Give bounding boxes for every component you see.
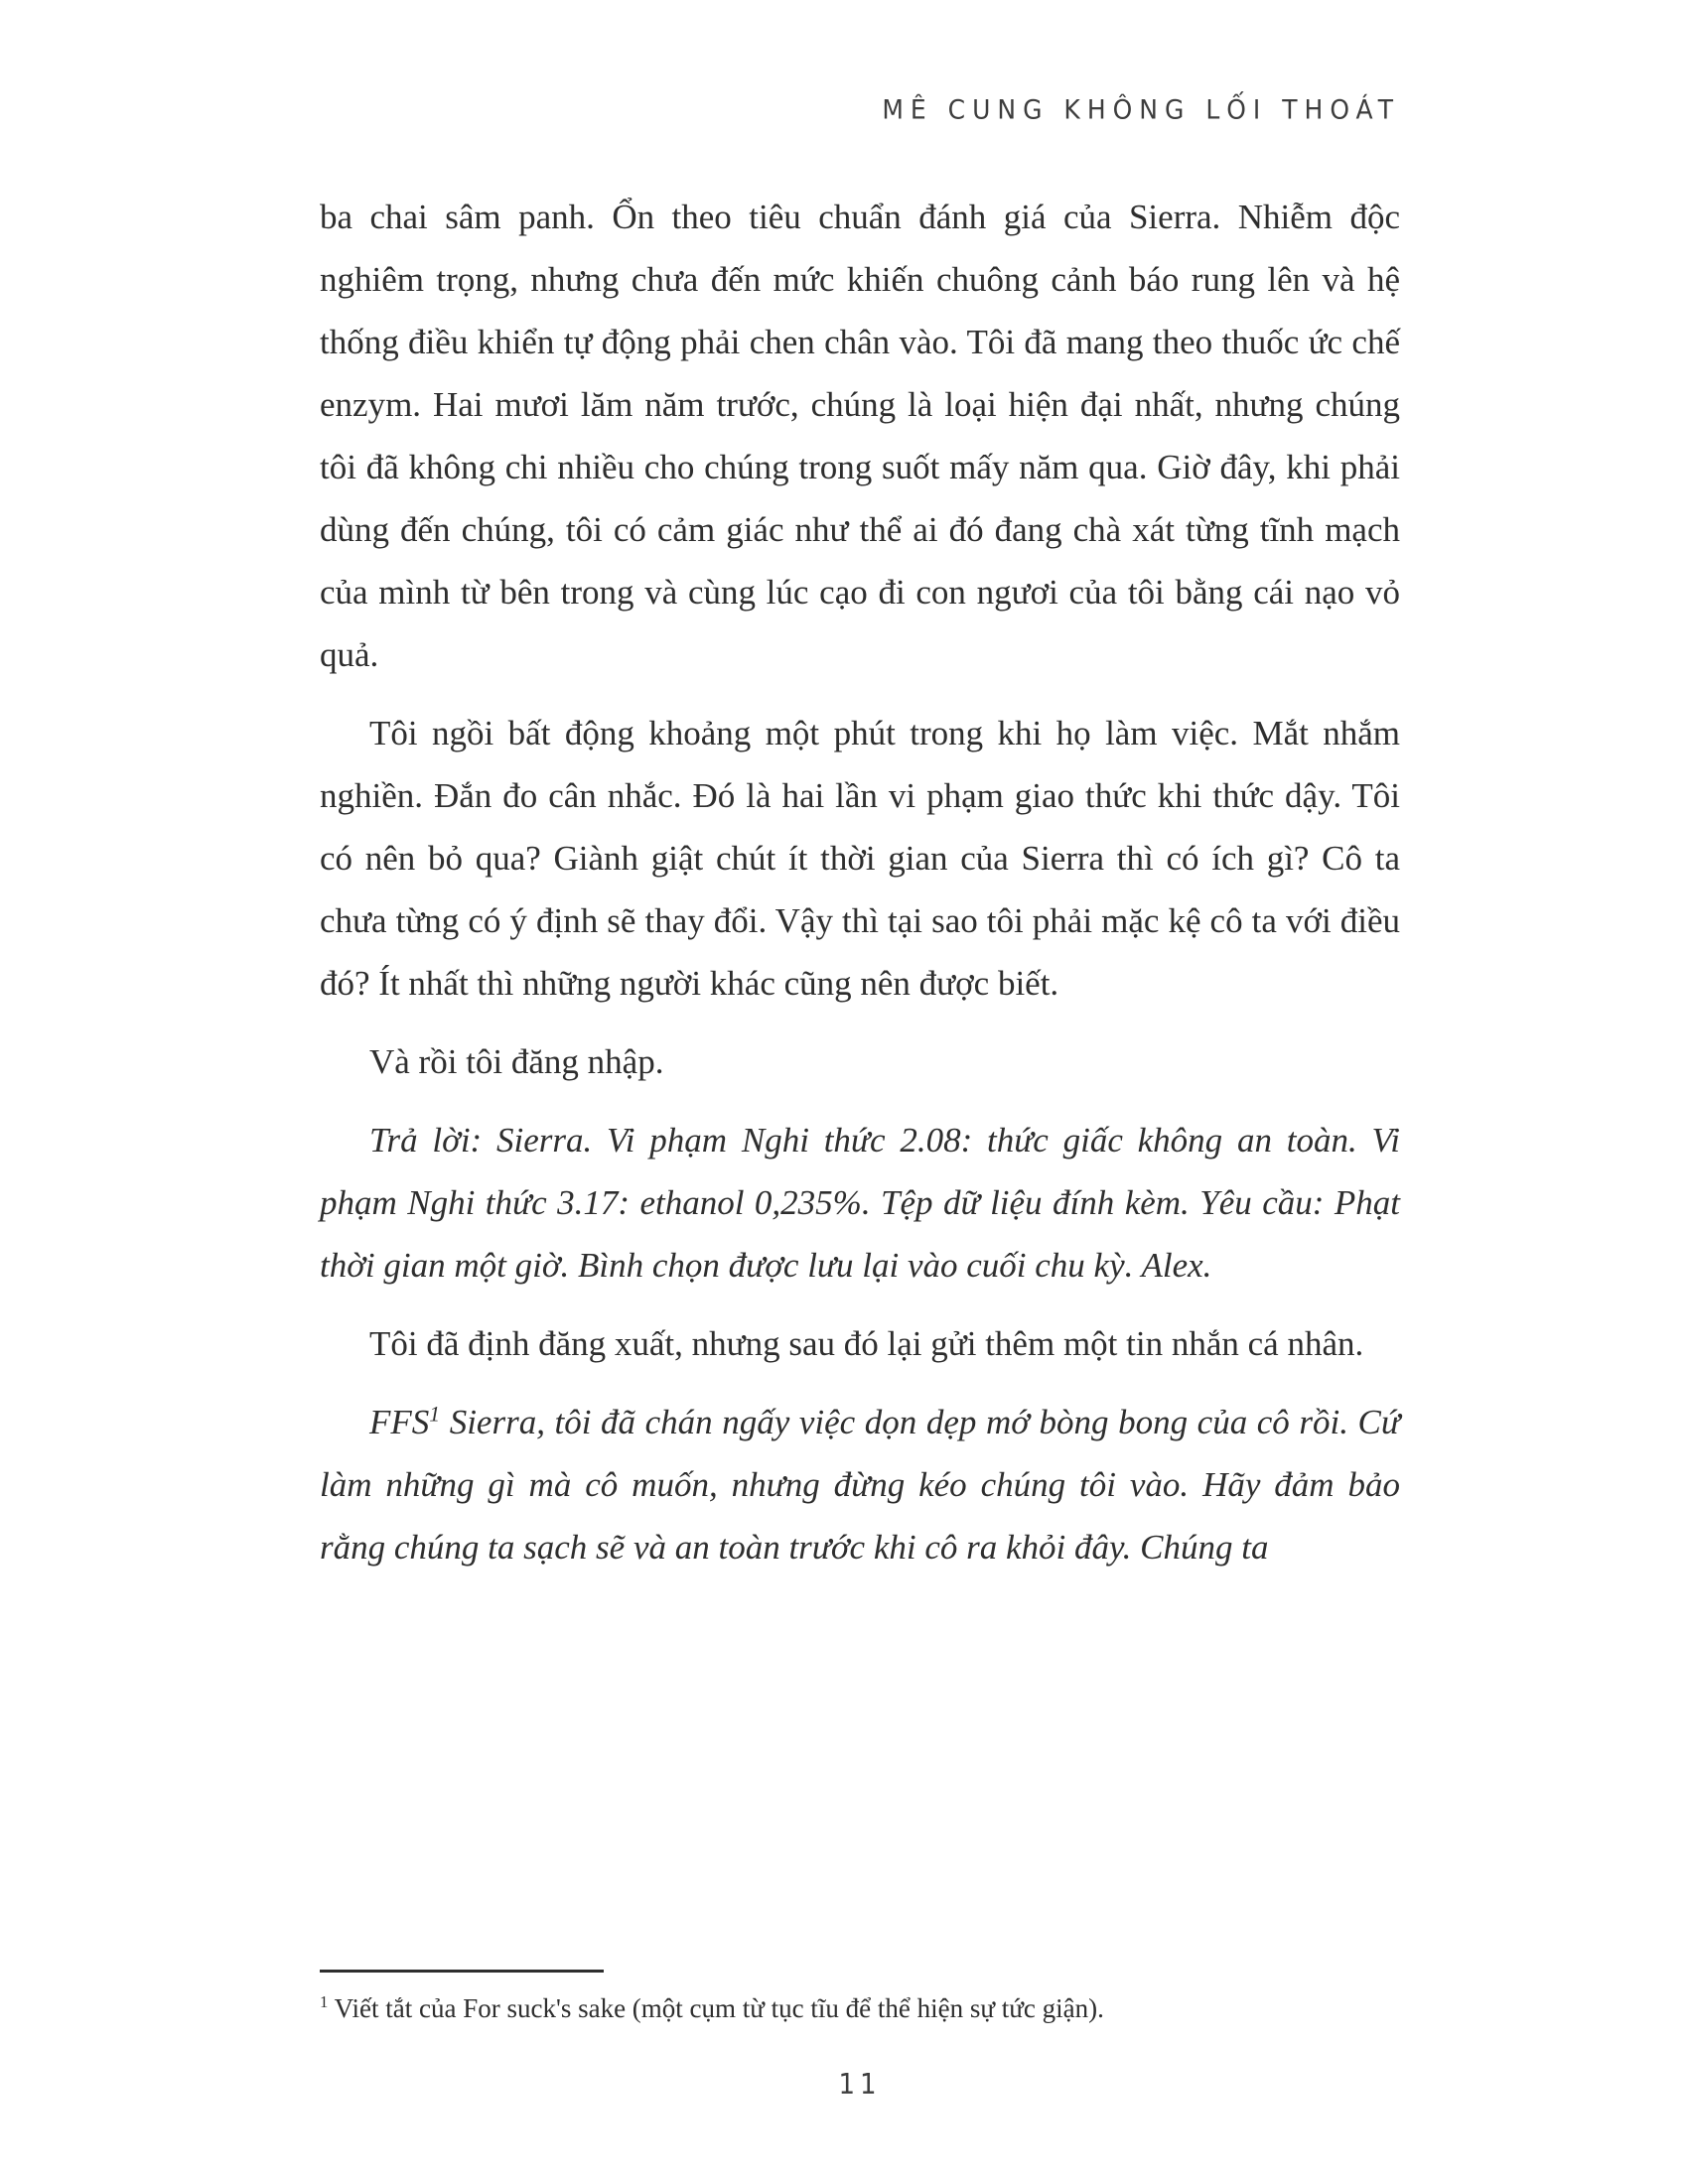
footnote-divider (320, 1970, 604, 1973)
paragraph: Tôi ngồi bất động khoảng một phút trong khi họ làm việc. Mắt nhắm nghiền. Đắn đo cân nhắc. Đó là hai lần vi phạm giao thức khi thức dậy. Tôi có nên bỏ qua? Giành giật chút ít thời gian của Sierra thì có ích gì? Cô ta chưa từng có ý định sẽ thay đổi. Vậy thì tại sao tôi phải mặc kệ cô ta với điều đó? Ít nhất thì những người khác cũng nên được biết. (320, 714, 1400, 1003)
footnote-area (320, 1970, 1400, 2028)
paragraph-text: Sierra, tôi đã chán ngấy việc dọn dẹp mớ bòng bong của cô rồi. Cứ làm những gì mà cô muốn, nhưng đừng kéo chúng tôi vào. Hãy đảm bảo rằng chúng ta sạch sẽ và an toàn trước khi cô ra khỏi đây. Chúng ta (320, 1403, 1400, 1567)
paragraph: ba chai sâm panh. Ổn theo tiêu chuẩn đánh giá của Sierra. Nhiễm độc nghiêm trọng, nhưng chưa đến mức khiến chuông cảnh báo rung lên và hệ thống điều khiển tự động phải chen chân vào. Tôi đã mang theo thuốc ức chế enzym. Hai mươi lăm năm trước, chúng là loại hiện đại nhất, nhưng chúng tôi đã không chi nhiều cho chúng trong suốt mấy năm qua. Giờ đây, khi phải dùng đến chúng, tôi có cảm giác như thể ai đó đang chà xát từng tĩnh mạch của mình từ bên trong và cùng lúc cạo đi con ngươi của tôi bằng cái nạo vỏ quả. (320, 198, 1400, 674)
paragraph-quote (320, 1391, 1400, 1578)
paragraph-quote: Trả lời: Sierra. Vi phạm Nghi thức 2.08: thức giấc không an toàn. Vi phạm Nghi thức 3.17: ethanol 0,235%. Tệp dữ liệu đính kèm. Yêu cầu: Phạt thời gian một giờ. Bình chọn được lưu lại vào cuối chu kỳ. Alex. (320, 1121, 1400, 1285)
footnote (320, 1988, 1400, 2028)
paragraph: Tôi đã định đăng xuất, nhưng sau đó lại gửi thêm một tin nhắn cá nhân. (369, 1324, 1364, 1363)
paragraph-text: FFS (369, 1403, 430, 1441)
footnote-reference: 1 (429, 1402, 441, 1427)
page-number: 11 (838, 2068, 882, 2102)
footnote-marker: 1 (320, 1992, 329, 2011)
footnote-text: Viết tắt của For suck's sake (một cụm từ tục tĩu để thể hiện sự tức giận). (328, 1993, 1104, 2023)
running-header: MÊ CUNG KHÔNG LỐI THOÁT (882, 93, 1400, 126)
paragraph: Và rồi tôi đăng nhập. (369, 1042, 664, 1081)
body-text (320, 186, 1400, 1594)
